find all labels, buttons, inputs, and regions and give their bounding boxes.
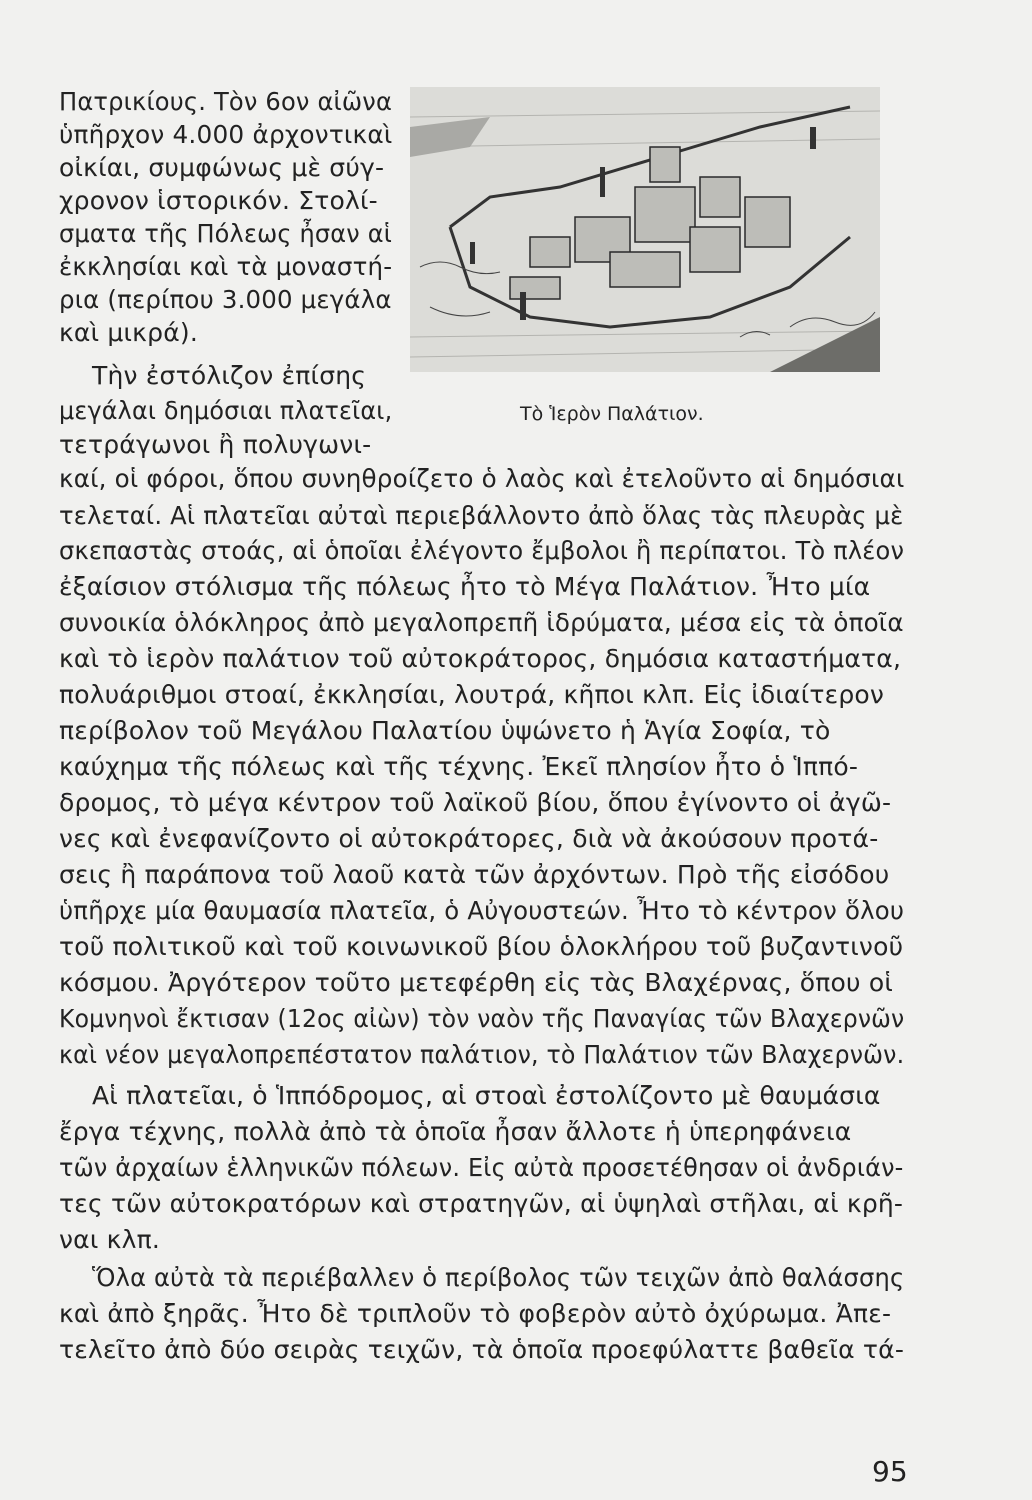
text-line: καὶ μικρά). xyxy=(59,318,198,347)
text-line: κόσμου. Ἀργότερον τοῦτο μετεφέρθη εἰς τὰς Βλαχέρνας, ὅπου οἱ xyxy=(59,968,893,997)
text-line: καί, οἱ φόροι, ὅπου συνηθροίζετο ὁ λαὸς καὶ ἐτελοῦντο αἱ δημόσιαι xyxy=(59,464,905,493)
text-line: ρια (περίπου 3.000 μεγάλα xyxy=(59,285,392,314)
text-line: Ὅλα αὐτὰ τὰ περιέβαλλεν ὁ περίβολος τῶν τειχῶν ἀπὸ θαλάσσης xyxy=(92,1263,905,1292)
text-line: τῶν ἀρχαίων ἑλληνικῶν πόλεων. Εἰς αὐτὰ προσετέθησαν οἱ ἀνδριάν- xyxy=(59,1153,904,1182)
text-line: σκεπαστὰς στοάς, αἱ ὁποῖαι ἐλέγοντο ἔμβολοι ἢ περίπατοι. Τὸ πλέον xyxy=(59,536,905,565)
text-line: Πατρικίους. Τὸν 6ον αἰῶνα xyxy=(59,87,393,116)
palace-illustration xyxy=(410,87,880,372)
text-line: καὶ τὸ ἱερὸν παλάτιον τοῦ αὐτοκράτορος, δημόσια καταστήματα, xyxy=(59,644,902,673)
text-line: ἐκκλησίαι καὶ τὰ μοναστή- xyxy=(59,252,393,281)
text-line: μεγάλαι δημόσιαι πλατεῖαι, xyxy=(59,396,393,425)
palace-sketch xyxy=(410,87,880,372)
text-line: περίβολον τοῦ Μεγάλου Παλατίου ὑψώνετο ἡ Ἁγία Σοφία, τὸ xyxy=(59,716,831,745)
text-line: καύχημα τῆς πόλεως καὶ τῆς τέχνης. Ἐκεῖ πλησίον ἦτο ὁ Ἱππό- xyxy=(59,752,859,781)
text-line: ὑπῆρχε μία θαυμασία πλατεῖα, ὁ Αὐγουστεών. Ἦτο τὸ κέντρον ὅλου xyxy=(59,896,905,925)
text-line: σματα τῆς Πόλεως ἦσαν αἱ xyxy=(59,219,393,248)
text-line: ἐξαίσιον στόλισμα τῆς πόλεως ἦτο τὸ Μέγα Παλάτιον. Ἦτο μία xyxy=(59,572,871,601)
text-line: σεις ἢ παράπονα τοῦ λαοῦ κατὰ τῶν ἀρχόντων. Πρὸ τῆς εἰσόδου xyxy=(59,860,890,889)
text-line: τελεῖτο ἀπὸ δύο σειρὰς τειχῶν, τὰ ὁποῖα προεφύλαττε βαθεῖα τά- xyxy=(59,1335,905,1364)
text-line: καὶ ἀπὸ ξηρᾶς. Ἦτο δὲ τριπλοῦν τὸ φοβερὸν αὐτὸ ὀχύρωμα. Ἀπε- xyxy=(59,1299,892,1328)
text-line: καὶ νέον μεγαλοπρεπέστατον παλάτιον, τὸ Παλάτιον τῶν Βλαχερνῶν. xyxy=(59,1040,905,1069)
text-line: ναι κλπ. xyxy=(59,1225,160,1254)
text-line: δρομος, τὸ μέγα κέντρον τοῦ λαϊκοῦ βίου, ὅπου ἐγίνοντο οἱ ἀγῶ- xyxy=(59,788,892,817)
text-line: τες τῶν αὐτοκρατόρων καὶ στρατηγῶν, αἱ ὑψηλαὶ στῆλαι, αἱ κρῆ- xyxy=(59,1189,904,1218)
text-line: τετράγωνοι ἢ πολυγωνι- xyxy=(59,430,372,459)
text-line: Κομνηνοὶ ἔκτισαν (12ος αἰὼν) τὸν ναὸν τῆς Παναγίας τῶν Βλαχερνῶν xyxy=(59,1004,905,1033)
text-line: συνοικία ὁλόκληρος ἀπὸ μεγαλοπρεπῆ ἱδρύματα, μέσα εἰς τὰ ὁποῖα xyxy=(59,608,904,637)
text-line: Τὴν ἐστόλιζον ἐπίσης xyxy=(92,361,367,390)
page-number: 95 xyxy=(872,1455,908,1488)
text-line: οἰκίαι, συμφώνως μὲ σύγ- xyxy=(59,153,385,182)
text-line: νες καὶ ἐνεφανίζοντο οἱ αὐτοκράτορες, διὰ νὰ ἀκούσουν προτά- xyxy=(59,824,879,853)
text-line: τοῦ πολιτικοῦ καὶ τοῦ κοινωνικοῦ βίου ὁλοκλήρου τοῦ βυζαντινοῦ xyxy=(59,932,904,961)
text-line: Αἱ πλατεῖαι, ὁ Ἱππόδρομος, αἱ στοαὶ ἐστολίζοντο μὲ θαυμάσια xyxy=(92,1081,881,1110)
text-line: πολυάριθμοι στοαί, ἐκκλησίαι, λουτρά, κῆποι κλπ. Εἰς ἰδιαίτερον xyxy=(59,680,885,709)
text-line: χρονον ἱστορικόν. Στολί- xyxy=(59,186,378,215)
text-line: ἔργα τέχνης, πολλὰ ἀπὸ τὰ ὁποῖα ἦσαν ἄλλοτε ἡ ὑπερηφάνεια xyxy=(59,1117,852,1146)
text-line: ὑπῆρχον 4.000 ἀρχοντικαὶ xyxy=(59,120,393,149)
text-line: τελεταί. Αἱ πλατεῖαι αὐταὶ περιεβάλλοντο ἀπὸ ὅλας τὰς πλευρὰς μὲ xyxy=(59,501,904,530)
figure-caption: Τὸ Ἱερὸν Παλάτιον. xyxy=(520,403,704,425)
